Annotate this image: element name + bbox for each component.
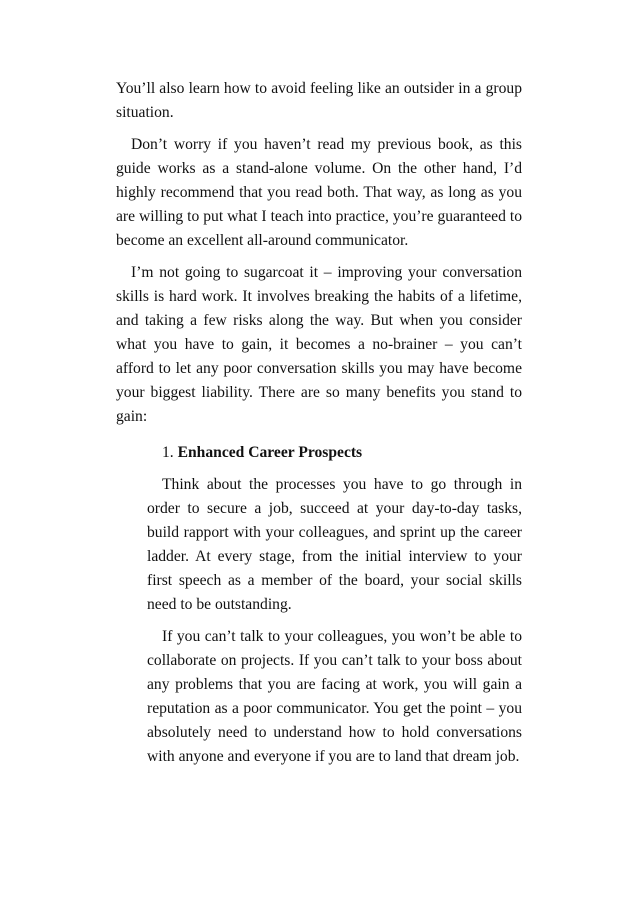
benefit-list-item [147, 441, 522, 769]
paragraph-career-processes: Think about the processes you have to go through in order to secure a job, succeed at your day-to-day tasks, build rapport with your colleagues, and sprint up the career ladder. At every stage, from the initial interview to your first speech as a member of the board, your social skills need to be outstanding. [147, 476, 522, 613]
paragraph-hard-work: I’m not going to sugarcoat it – improving your conversation skills is hard work. It involves breaking the habits of a lifetime, and taking a few risks along the way. But when you consider what you have to gain, it becomes a no-brainer – you can’t afford to let any poor conversation skills you may have become your biggest liability. There are so many benefits you stand to gain: [116, 264, 522, 425]
list-number: 1. [162, 444, 174, 461]
paragraph-colleagues: If you can’t talk to your colleagues, you won’t be able to collaborate on projects. If you can’t talk to your boss about any problems that you are facing at work, you will gain a reputation as a poor communicator. You get the point – you absolutely need to understand how to hold conversations with anyone and everyone if you are to land that dream job. [147, 628, 522, 765]
list-title: Enhanced Career Prospects [177, 444, 363, 461]
paragraph-previous-book: Don’t worry if you haven’t read my previous book, as this guide works as a stand-alone volume. On the other hand, I’d highly recommend that you read both. That way, as long as you are willing to put what I teach into practice, you’re guaranteed to become an excellent all-around communicator. [116, 136, 522, 249]
paragraph-outsider: You’ll also learn how to avoid feeling like an outsider in a group situation. [116, 80, 522, 121]
body-text [116, 77, 522, 777]
list-heading [147, 441, 522, 465]
